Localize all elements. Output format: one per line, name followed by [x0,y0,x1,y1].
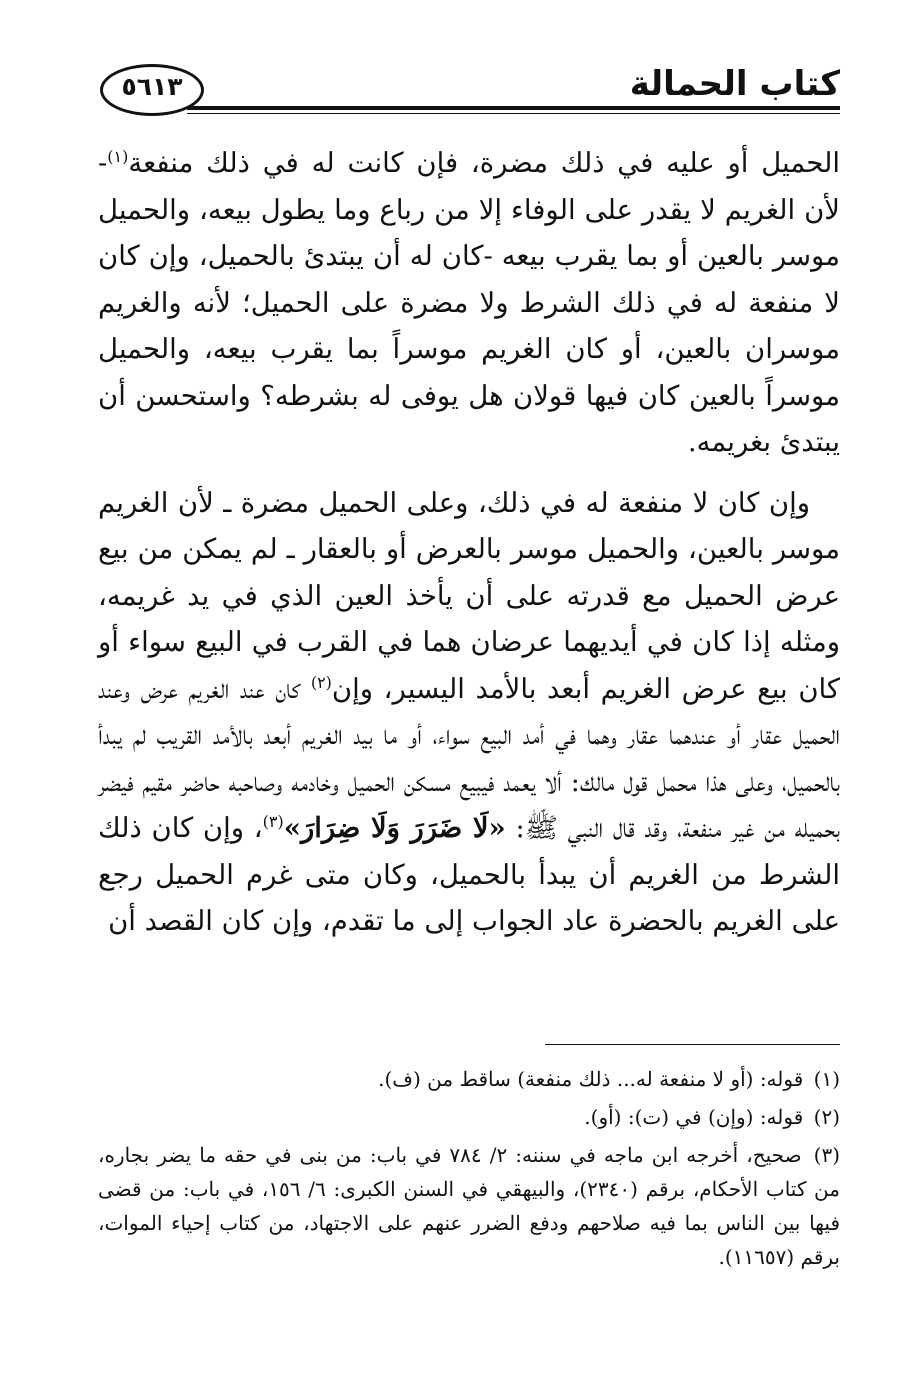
page-header [95,62,840,122]
paragraph-1 [98,140,840,466]
page-number: ٥٦١٣ [121,72,183,101]
text-run: وإن كان لا منفعة له في ذلك، وعلى الحميل مضرة ـ لأن الغريم موسر بالعين، والحميل موسر بالعرض أو بالعقار ـ لم يمكن من بيع عرض الحميل مع قدرته على أن يأخذ العين الذي في يد غريمه، ومثله إذا كان في أيديهما عرضان هما في القرب في البيع سواء أو كان بيع عرض الغريم أبعد بالأمد اليسير، وإن [98,486,840,705]
text-run: الحميل أو عليه في ذلك مضرة، فإن كانت له في ذلك منفعة [128,147,840,179]
text-run: كان عند الغريم عرض وعند الحميل عقار أو عندهما عقار وهما في أمد البيع سواء، أو ما بيد الغريم أبعد بالأمد القريب لم يبدأ بالحميل، وعلى هذا محمل قول مالك: ألا يعمد فيبيع مسكن الحميل وخادمه وصاحبه حاضر مقيم فيضر بحميله من غير منفعة، وقد قال النبي ﷺ: [98,672,841,844]
main-text [98,140,840,945]
header-rule-thin [187,113,840,114]
footnote-ref-3: (٣) [262,811,284,831]
footnote-text: قوله: (وإن) في (ت): (أو). [584,1105,804,1129]
book-title: كتاب الحمالة [629,64,840,104]
footnote-number: (٣) [813,1143,840,1167]
footnote-number: (٢) [813,1105,840,1129]
text-run: - لأن الغريم لا يقدر على الوفاء إلا من رباع وما يطول بيعه، والحميل موسر بالعين أو بما يقرب بيعه -كان له أن يبتدئ بالحميل، وإن كان لا منفعة له في ذلك الشرط ولا مضرة على الحميل؛ لأنه والغريم موسران بالعين، أو كان الغريم موسراً بما يقرب بيعه، والحميل موسراً بالعين كان فيها قولان هل يوفى له بشرطه؟ واستحسن أن يبتدئ بغريمه. [98,147,840,458]
text-run: ، وإن كان ذلك الشرط من الغريم أن يبدأ بالحميل، وكان متى غرم الحميل رجع على الغريم بالحضرة عاد الجواب إلى ما تقدم، وإن كان القصد أن [98,812,840,937]
paragraph-2 [98,480,840,945]
footnote-separator [545,1044,840,1045]
hadith-quote: «لَا ضَرَرَ وَلَا ضِرَارَ» [283,812,506,844]
footnote-ref-1: (١) [107,146,129,166]
header-rule [187,106,840,110]
footnotes [98,1062,840,1278]
footnote-2 [98,1100,840,1134]
footnote-text: صحيح، أخرجه ابن ماجه في سننه: ٢/ ٧٨٤ في باب: من بنى في حقه ما يضر بجاره، من كتاب الأحكام، برقم (٢٣٤٠)، والبيهقي في السنن الكبرى: ٦/ ١٥٦، في باب: من قضى فيها بين الناس بما فيه صلاحهم ودفع الضرر عنهم على الاجتهاد، من كتاب إحياء الموات، برقم (١١٦٥٧). [98,1143,840,1269]
footnote-3 [98,1138,840,1274]
footnote-text: قوله: (أو لا منفعة له... ذلك منفعة) ساقط من (ف). [378,1067,804,1091]
footnote-1 [98,1062,840,1096]
footnote-number: (١) [813,1067,840,1091]
footnote-ref-2: (٢) [310,672,332,692]
